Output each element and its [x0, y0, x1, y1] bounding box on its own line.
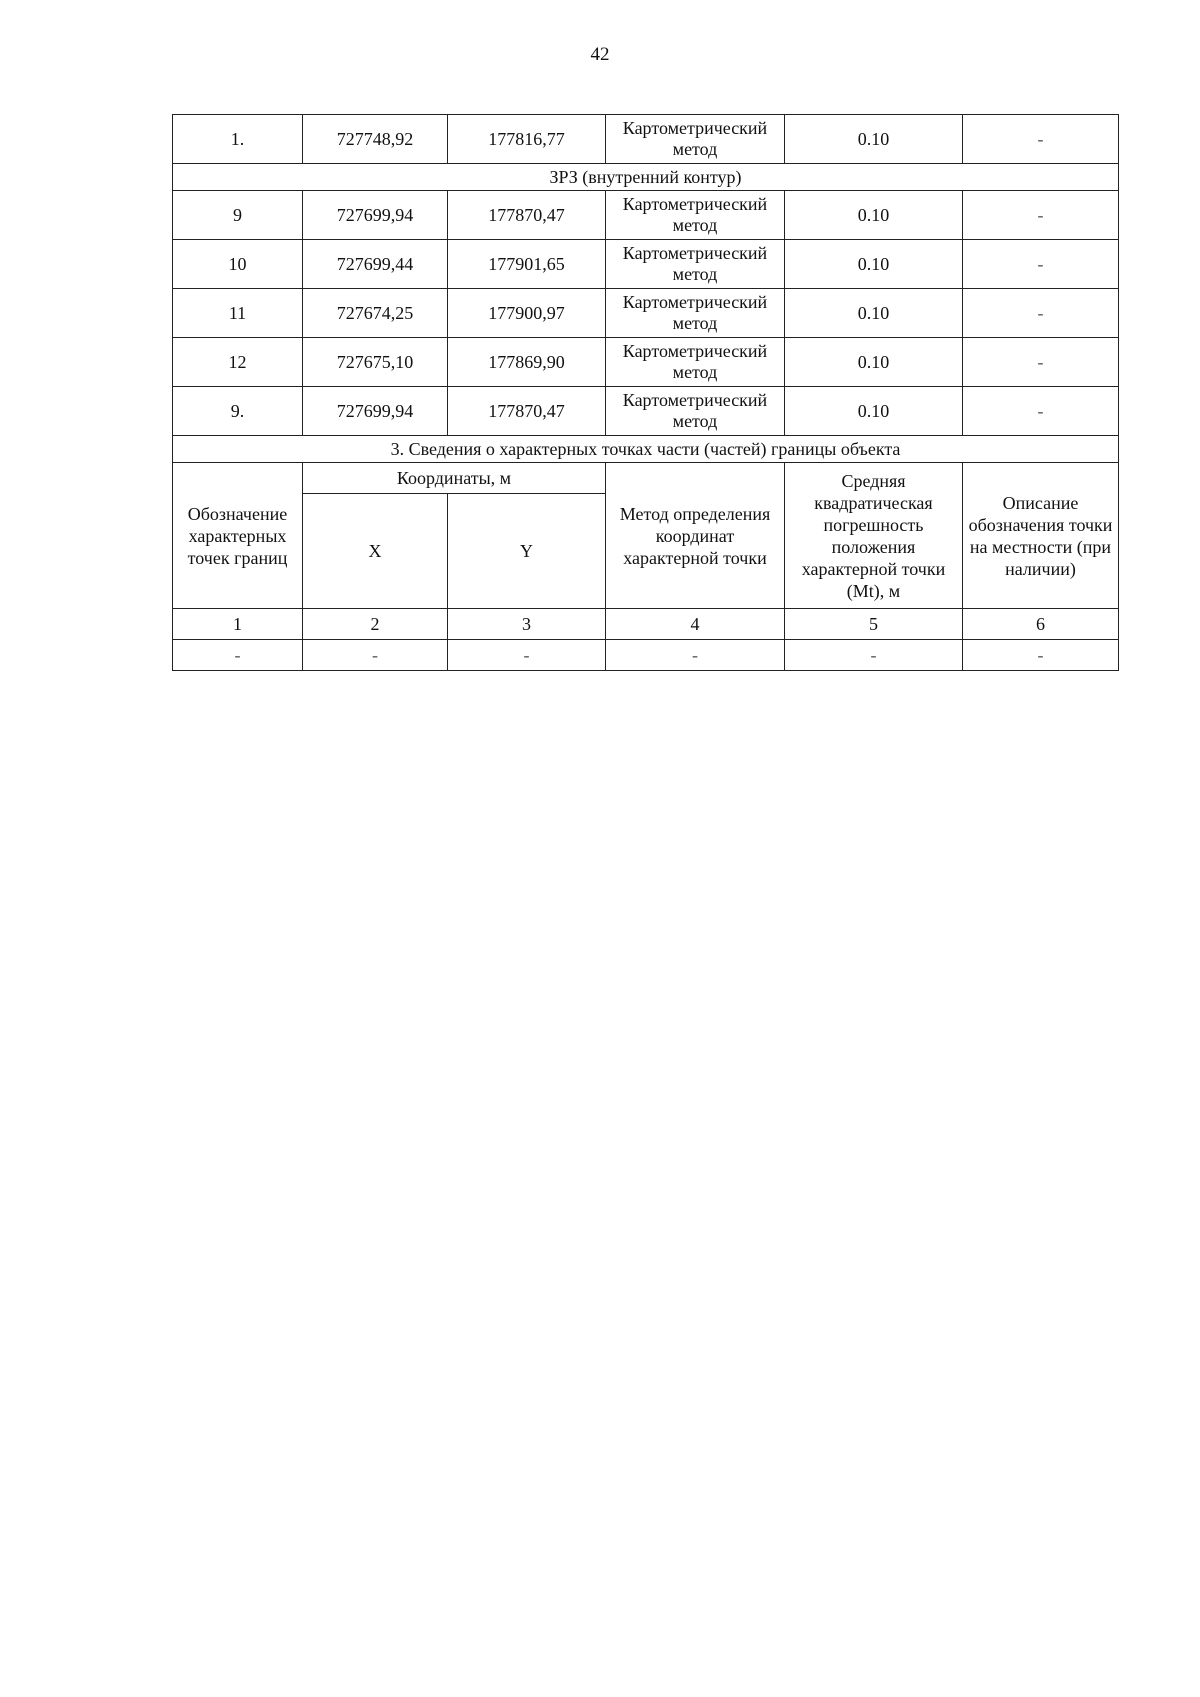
subheading-row	[173, 164, 1119, 191]
method-cell: Картометрический метод	[606, 289, 785, 338]
table-row	[173, 191, 1119, 240]
description-cell: -	[963, 338, 1119, 387]
x-cell: 727674,25	[303, 289, 448, 338]
column-number: 3	[448, 609, 606, 640]
y-cell: 177901,65	[448, 240, 606, 289]
point-cell: 10	[173, 240, 303, 289]
section-3-title-row	[173, 436, 1119, 463]
y-cell: 177900,97	[448, 289, 606, 338]
column-number: 5	[785, 609, 963, 640]
y-cell: 177870,47	[448, 191, 606, 240]
column-number-row	[173, 609, 1119, 640]
empty-cell: -	[963, 640, 1119, 671]
column-number: 6	[963, 609, 1119, 640]
error-cell: 0.10	[785, 191, 963, 240]
x-cell: 727699,44	[303, 240, 448, 289]
method-cell: Картометрический метод	[606, 338, 785, 387]
method-cell: Картометрический метод	[606, 240, 785, 289]
error-cell: 0.10	[785, 115, 963, 164]
point-cell: 1.	[173, 115, 303, 164]
y-cell: 177816,77	[448, 115, 606, 164]
table-row	[173, 387, 1119, 436]
table-row	[173, 338, 1119, 387]
table-row	[173, 240, 1119, 289]
y-cell: 177870,47	[448, 387, 606, 436]
header-description: Описание обозначения точки на местности (при наличии)	[963, 463, 1119, 609]
empty-cell: -	[173, 640, 303, 671]
point-cell: 9	[173, 191, 303, 240]
x-cell: 727699,94	[303, 191, 448, 240]
y-cell: 177869,90	[448, 338, 606, 387]
header-error: Средняя квадратическая погрешность положения характерной точки (Mt), м	[785, 463, 963, 609]
subheading-inner-contour: ЗРЗ (внутренний контур)	[173, 164, 1119, 191]
coordinates-table	[172, 114, 1119, 671]
point-cell: 11	[173, 289, 303, 338]
empty-cell: -	[785, 640, 963, 671]
error-cell: 0.10	[785, 240, 963, 289]
header-y: Y	[448, 494, 606, 609]
section-3-title: 3. Сведения о характерных точках части (частей) границы объекта	[173, 436, 1119, 463]
column-number: 2	[303, 609, 448, 640]
point-cell: 12	[173, 338, 303, 387]
empty-cell: -	[303, 640, 448, 671]
table-row	[173, 115, 1119, 164]
header-x: X	[303, 494, 448, 609]
empty-cell: -	[448, 640, 606, 671]
header-method: Метод определения координат характерной точки	[606, 463, 785, 609]
column-number: 4	[606, 609, 785, 640]
header-point: Обозначение характерных точек границ	[173, 463, 303, 609]
error-cell: 0.10	[785, 387, 963, 436]
page-number: 42	[590, 44, 610, 65]
point-cell: 9.	[173, 387, 303, 436]
header-coords: Координаты, м	[303, 463, 606, 494]
table-row	[173, 289, 1119, 338]
x-cell: 727699,94	[303, 387, 448, 436]
empty-cell: -	[606, 640, 785, 671]
table-row	[173, 640, 1119, 671]
x-cell: 727675,10	[303, 338, 448, 387]
column-number: 1	[173, 609, 303, 640]
description-cell: -	[963, 387, 1119, 436]
description-cell: -	[963, 289, 1119, 338]
description-cell: -	[963, 240, 1119, 289]
header-row	[173, 463, 1119, 494]
error-cell: 0.10	[785, 338, 963, 387]
method-cell: Картометрический метод	[606, 191, 785, 240]
x-cell: 727748,92	[303, 115, 448, 164]
method-cell: Картометрический метод	[606, 387, 785, 436]
description-cell: -	[963, 115, 1119, 164]
error-cell: 0.10	[785, 289, 963, 338]
method-cell: Картометрический метод	[606, 115, 785, 164]
description-cell: -	[963, 191, 1119, 240]
